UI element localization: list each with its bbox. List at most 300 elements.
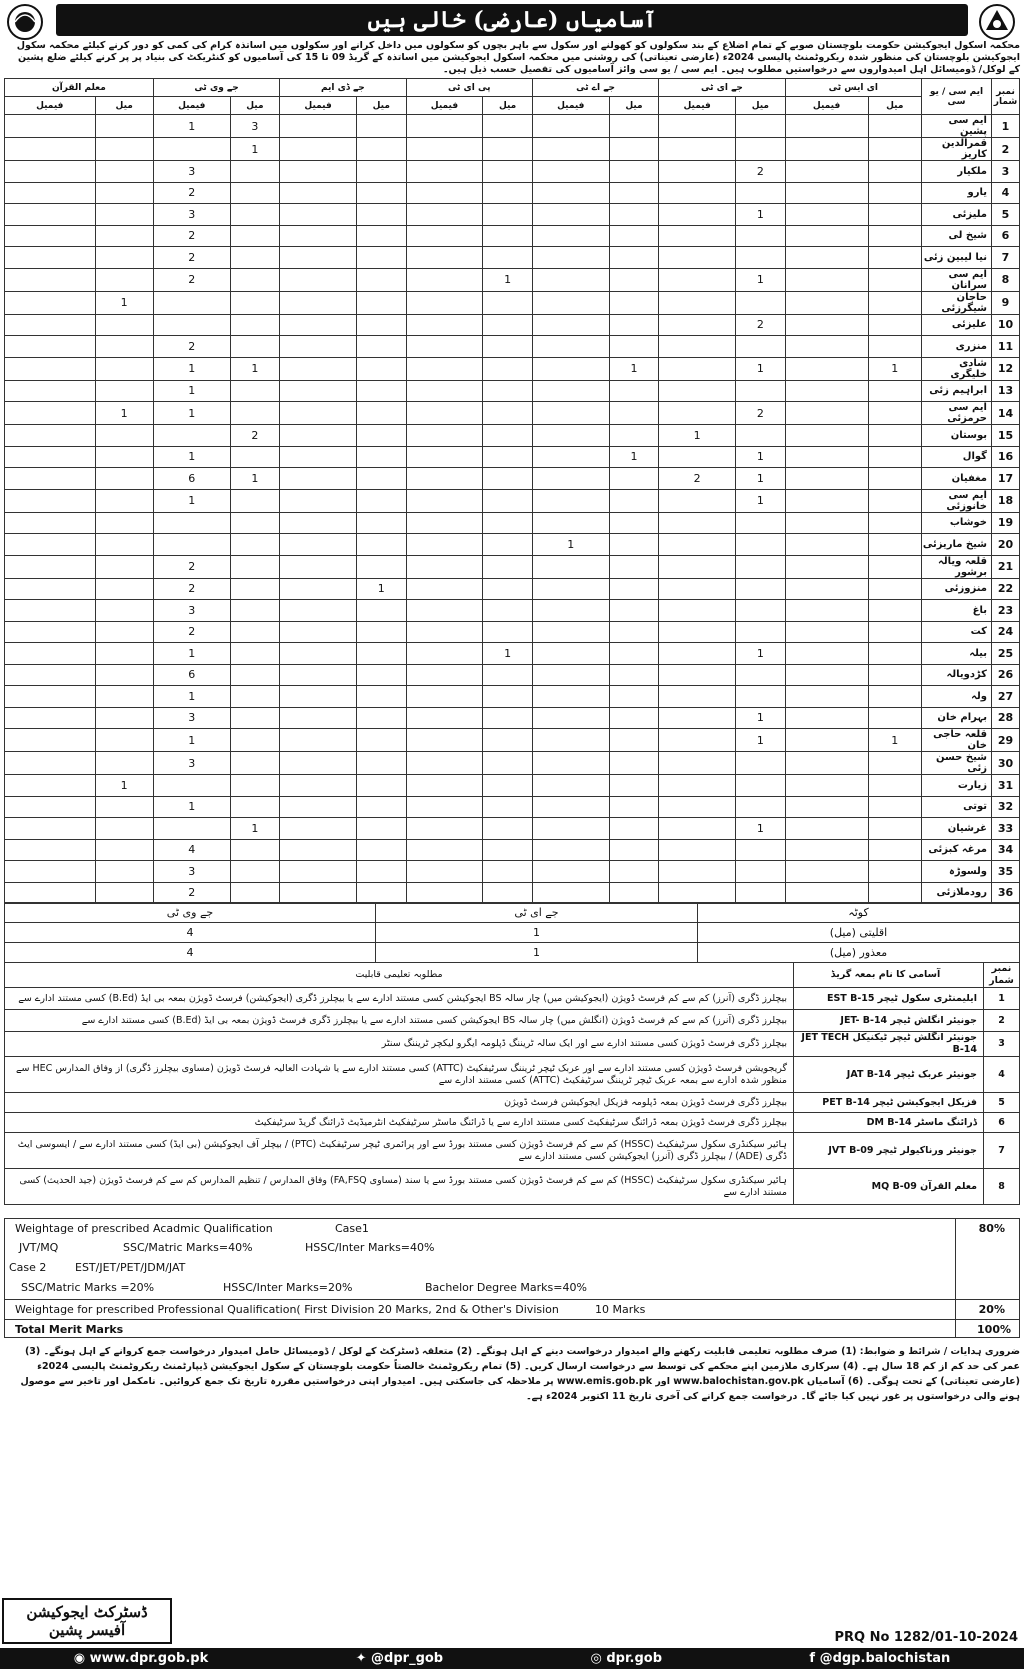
qual-row	[5, 988, 1020, 1010]
vacancy-count: 3	[153, 752, 230, 775]
vacancy-count	[483, 775, 533, 797]
vacancy-count	[406, 446, 483, 468]
uc-name: مرغہ کبزئی	[922, 839, 992, 861]
vacancy-count	[609, 600, 659, 622]
vacancy-count	[736, 336, 786, 358]
vacancy-count	[5, 489, 96, 512]
vacancy-count	[230, 182, 280, 204]
vacancy-count	[280, 643, 357, 665]
vacancy-count	[609, 861, 659, 883]
table-row	[5, 291, 1020, 314]
table-row	[5, 314, 1020, 336]
row-number: 12	[992, 357, 1020, 380]
vacancy-count: 6	[153, 664, 230, 686]
vacancy-count	[659, 182, 736, 204]
vacancy-count	[5, 534, 96, 556]
vacancy-count	[609, 314, 659, 336]
vacancy-count	[785, 796, 868, 818]
qual-number: 8	[984, 1169, 1020, 1205]
qual-col-no: نمبر شمار	[984, 963, 1020, 988]
vacancy-count	[230, 664, 280, 686]
vacancy-count	[5, 402, 96, 425]
vacancy-count	[356, 882, 406, 904]
vacancy-count	[406, 664, 483, 686]
vacancy-count	[153, 818, 230, 840]
vacancy-count	[609, 555, 659, 578]
vacancy-count: 1	[153, 115, 230, 138]
vacancy-count	[356, 643, 406, 665]
vacancy-count	[5, 621, 96, 643]
vacancy-count	[609, 621, 659, 643]
weightage-box	[4, 1218, 1020, 1338]
vacancy-count	[659, 512, 736, 534]
vacancy-count	[5, 336, 96, 358]
vacancy-count	[532, 446, 609, 468]
vacancy-count	[95, 600, 153, 622]
vacancy-count	[356, 268, 406, 291]
vacancy-count	[5, 204, 96, 226]
vacancy-count	[356, 182, 406, 204]
vacancy-count	[356, 336, 406, 358]
vacancy-count	[609, 489, 659, 512]
vacancy-count	[95, 534, 153, 556]
uc-name: علیزئی	[922, 314, 992, 336]
row-number: 16	[992, 446, 1020, 468]
vacancy-count	[483, 138, 533, 161]
intro-text: محکمہ اسکول ایجوکیشن حکومت بلوچستان صوبے کے تمام اضلاع کے بند سکولوں کو کھولنے اور سکول سے باہر بچوں کو سکولوں میں داخل کرانے اور سکولوں میں اساتذہ کرام کی کمی کو دور کرنے کیلئے محکمہ سکول ایجوکیشن بلوچستان کی منظور شدہ ریکروٹمنٹ پالیسی 2024ء (عارضی تعیناتی) کی روشنی میں محکمہ اسکول ایجوکیشن میں اساتذہ کے گریڈ 09 تا 15 کی آسامیوں کو کنٹریکٹ کی بنیاد پر پر کرنے کیلئے ضلع پشین کے لوکل/ ڈومیسائل اہل امیدواروں سے درخواستیں مطلوب ہیں۔ ایم سی / یو سی وائز آسامیوں کی تفصیل حسب ذیل ہیں۔	[16, 40, 1020, 75]
footer-twitter-text: @dpr_gob	[371, 1651, 444, 1666]
vacancy-count	[280, 402, 357, 425]
vacancy-count	[5, 446, 96, 468]
qual-post: جونیئر انگلش ٹیچر JET- B-14	[794, 1010, 984, 1032]
vacancy-count: 1	[609, 357, 659, 380]
vacancy-count	[95, 882, 153, 904]
vacancy-count	[868, 882, 921, 904]
vacancy-count	[785, 729, 868, 752]
vacancy-count: 1	[230, 138, 280, 161]
uc-name: منزری	[922, 336, 992, 358]
vacancy-count	[868, 425, 921, 447]
vacancy-count: 2	[153, 247, 230, 269]
uc-name: ولسوڑہ	[922, 861, 992, 883]
vacancy-count	[868, 686, 921, 708]
vacancy-count	[406, 621, 483, 643]
vacancy-count: 1	[153, 402, 230, 425]
qual-requirement: بیچلرز ڈگری فرسٹ ڈویژن بمعہ ڈپلومہ فزیکل ایجوکیشن فرسٹ ڈویژن	[5, 1093, 794, 1113]
vacancy-count	[785, 247, 868, 269]
col-mq: معلم القرآن	[5, 79, 154, 97]
vacancy-count	[659, 336, 736, 358]
vacancy-count	[532, 729, 609, 752]
vacancy-count	[532, 686, 609, 708]
vacancy-count	[659, 138, 736, 161]
vacancy-count	[356, 729, 406, 752]
vacancy-count	[230, 707, 280, 729]
vacancy-count	[659, 357, 736, 380]
table-row	[5, 115, 1020, 138]
vacancy-count	[483, 182, 533, 204]
vacancy-count	[406, 182, 483, 204]
vacancy-count: 1	[95, 402, 153, 425]
vacancy-count	[280, 268, 357, 291]
qual-header-row	[5, 963, 1020, 988]
col-female: میل	[95, 97, 153, 115]
vacancy-count	[356, 600, 406, 622]
vacancy-count	[95, 839, 153, 861]
vacancy-count	[659, 600, 736, 622]
qual-post: فزیکل ایجوکیشن ٹیچر PET B-14	[794, 1093, 984, 1113]
vacancy-count	[230, 489, 280, 512]
vacancy-count	[153, 534, 230, 556]
vacancy-count	[280, 839, 357, 861]
row-number: 10	[992, 314, 1020, 336]
qual-number: 5	[984, 1093, 1020, 1113]
vacancy-count	[230, 291, 280, 314]
vacancy-count	[532, 796, 609, 818]
vacancy-count	[356, 621, 406, 643]
vacancy-count	[230, 729, 280, 752]
uc-name: حاجان شیگرزئی	[922, 291, 992, 314]
govt-emblem-icon	[974, 2, 1020, 42]
quota-col-jet: جے ای ٹی	[376, 903, 698, 923]
vacancy-count	[95, 182, 153, 204]
vacancy-count	[785, 138, 868, 161]
qual-post: ایلیمنٹری سکول ٹیچر EST B-15	[794, 988, 984, 1010]
weightage-posts: EST/JET/PET/JDM/JAT	[75, 1261, 186, 1274]
vacancy-count	[95, 489, 153, 512]
vacancy-count	[868, 861, 921, 883]
table-row	[5, 446, 1020, 468]
vacancy-count	[532, 555, 609, 578]
vacancy-count	[532, 247, 609, 269]
vacancy-count: 2	[736, 314, 786, 336]
vacancy-count	[736, 796, 786, 818]
vacancy-count	[785, 839, 868, 861]
vacancy-count: 3	[153, 861, 230, 883]
vacancy-count	[356, 380, 406, 402]
vacancy-count	[95, 664, 153, 686]
vacancy-count	[95, 861, 153, 883]
vacancy-count	[230, 512, 280, 534]
table-row	[5, 861, 1020, 883]
vacancy-count	[868, 512, 921, 534]
vacancy-count	[95, 161, 153, 183]
qual-col-post: آسامی کا نام بمعہ گریڈ	[794, 963, 984, 988]
vacancy-count	[736, 534, 786, 556]
vacancy-count: 1	[736, 268, 786, 291]
col-female: میل	[356, 97, 406, 115]
quota-label: اقلیتی (میل)	[698, 923, 1020, 943]
footer-twitter[interactable]	[356, 1651, 444, 1666]
quota-row	[5, 943, 1020, 963]
row-number: 5	[992, 204, 1020, 226]
qual-row	[5, 1093, 1020, 1113]
qual-requirement: بیچلرز ڈگری فرسٹ ڈویژن بمعہ ڈرائنگ سرٹیفکیٹ کسی مستند ادارے سے یا ڈرائنگ ماسٹر سرٹیفکیٹ انٹرمیڈیٹ ڈرائنگ گریڈ سرٹیفکیٹ	[5, 1113, 794, 1133]
globe-icon: ◉	[73, 1651, 90, 1666]
vacancy-count	[609, 291, 659, 314]
vacancy-count	[280, 752, 357, 775]
vacancy-count: 2	[230, 425, 280, 447]
vacancy-count	[659, 775, 736, 797]
vacancy-count: 2	[736, 161, 786, 183]
vacancy-count	[406, 291, 483, 314]
vacancy-count: 1	[736, 357, 786, 380]
weightage-hssc-20: HSSC/Inter Marks=20%	[223, 1281, 353, 1294]
uc-name: منزوزئی	[922, 578, 992, 600]
vacancy-count	[659, 402, 736, 425]
vacancy-count	[659, 729, 736, 752]
vacancy-count	[609, 818, 659, 840]
row-number: 30	[992, 752, 1020, 775]
vacancy-count	[406, 861, 483, 883]
vacancy-count: 3	[153, 600, 230, 622]
vacancy-count: 2	[153, 182, 230, 204]
vacancy-count	[868, 664, 921, 686]
uc-name: یارو	[922, 182, 992, 204]
vacancy-count	[230, 204, 280, 226]
uc-name: ملیزئی	[922, 204, 992, 226]
vacancy-count	[532, 752, 609, 775]
vacancy-count	[406, 204, 483, 226]
vacancy-count	[356, 291, 406, 314]
vacancy-count	[406, 336, 483, 358]
vacancy-count	[406, 402, 483, 425]
vacancy-count	[868, 578, 921, 600]
vacancy-count	[356, 138, 406, 161]
col-female: میل	[868, 97, 921, 115]
vacancy-count	[5, 468, 96, 490]
vacancy-count	[406, 138, 483, 161]
vacancy-count	[280, 555, 357, 578]
vacancy-count	[230, 161, 280, 183]
vacancy-count	[532, 512, 609, 534]
footer-web[interactable]	[74, 1651, 209, 1666]
vacancy-count	[659, 707, 736, 729]
vacancy-count	[406, 489, 483, 512]
vacancy-count	[280, 468, 357, 490]
vacancy-count	[785, 818, 868, 840]
vacancy-count	[785, 752, 868, 775]
vacancy-count	[483, 314, 533, 336]
vacancy-count	[532, 204, 609, 226]
footer-instagram[interactable]	[591, 1651, 663, 1666]
vacancy-count	[868, 336, 921, 358]
vacancy-count	[5, 161, 96, 183]
col-male: فیمیل	[532, 97, 609, 115]
vacancy-count	[153, 425, 230, 447]
vacancy-count	[280, 247, 357, 269]
vacancy-count	[785, 268, 868, 291]
uc-name: شادی خلیگری	[922, 357, 992, 380]
table-row	[5, 818, 1020, 840]
vacancy-count	[659, 555, 736, 578]
vacancy-count	[785, 468, 868, 490]
vacancy-count	[659, 818, 736, 840]
vacancy-count	[5, 268, 96, 291]
vacancy-count	[95, 204, 153, 226]
vacancy-count: 1	[153, 380, 230, 402]
vacancy-count	[785, 115, 868, 138]
vacancy-count: 1	[736, 818, 786, 840]
uc-name: مغفیان	[922, 468, 992, 490]
vacancy-count	[230, 247, 280, 269]
vacancy-count	[659, 686, 736, 708]
vacancy-count: 2	[659, 468, 736, 490]
row-number: 23	[992, 600, 1020, 622]
vacancy-count	[868, 796, 921, 818]
vacancy-count	[153, 291, 230, 314]
vacancy-count	[659, 839, 736, 861]
vacancy-count	[659, 534, 736, 556]
qual-number: 1	[984, 988, 1020, 1010]
row-number: 29	[992, 729, 1020, 752]
vacancy-count	[280, 425, 357, 447]
row-number: 32	[992, 796, 1020, 818]
vacancy-count	[785, 314, 868, 336]
vacancy-count	[736, 686, 786, 708]
vacancy-count	[95, 247, 153, 269]
vacancy-count	[785, 882, 868, 904]
footer-facebook[interactable]	[809, 1651, 950, 1666]
vacancy-count	[868, 446, 921, 468]
col-jet: جے ای ٹی	[659, 79, 785, 97]
vacancy-count	[659, 861, 736, 883]
vacancy-count	[785, 578, 868, 600]
vacancy-count	[483, 468, 533, 490]
quota-header-row	[5, 903, 1020, 923]
vacancy-count	[609, 882, 659, 904]
vacancy-count	[5, 115, 96, 138]
vacancy-count	[532, 115, 609, 138]
vacancy-count	[736, 600, 786, 622]
vacancy-count	[659, 643, 736, 665]
vacancy-count	[406, 468, 483, 490]
vacancy-count	[356, 115, 406, 138]
vacancy-count: 1	[153, 446, 230, 468]
vacancy-count	[785, 621, 868, 643]
vacancy-count	[659, 161, 736, 183]
vacancy-table	[4, 78, 1020, 904]
header-row	[5, 79, 1020, 97]
col-jvt: جے وی ٹی	[153, 79, 279, 97]
vacancy-count	[483, 402, 533, 425]
vacancy-count	[532, 707, 609, 729]
uc-name: توتی	[922, 796, 992, 818]
vacancy-count	[5, 839, 96, 861]
vacancy-count	[483, 882, 533, 904]
vacancy-count	[785, 446, 868, 468]
col-female: میل	[736, 97, 786, 115]
weightage-bachelor-40: Bachelor Degree Marks=40%	[425, 1281, 587, 1294]
vacancy-count	[5, 225, 96, 247]
vacancy-count	[532, 425, 609, 447]
vacancy-count	[356, 796, 406, 818]
vacancy-count	[609, 336, 659, 358]
vacancy-count	[659, 268, 736, 291]
uc-name: کڑدویالہ	[922, 664, 992, 686]
vacancy-count	[356, 752, 406, 775]
qual-post: معلم القرآن MQ B-09	[794, 1169, 984, 1205]
vacancy-count	[868, 225, 921, 247]
vacancy-count	[532, 882, 609, 904]
vacancy-count	[406, 578, 483, 600]
vacancy-count: 2	[153, 621, 230, 643]
vacancy-count	[5, 775, 96, 797]
vacancy-count	[785, 664, 868, 686]
vacancy-count	[659, 796, 736, 818]
table-row	[5, 555, 1020, 578]
vacancy-count	[230, 314, 280, 336]
col-no: نمبر شمار	[992, 79, 1020, 115]
vacancy-count	[356, 468, 406, 490]
vacancy-count	[5, 380, 96, 402]
vacancy-count	[609, 468, 659, 490]
vacancy-count	[659, 291, 736, 314]
signature-block	[2, 1598, 172, 1644]
vacancy-count	[532, 314, 609, 336]
col-male: فیمیل	[5, 97, 96, 115]
vacancy-count	[609, 380, 659, 402]
vacancy-count	[609, 425, 659, 447]
vacancy-count	[356, 555, 406, 578]
qual-post: ڈرائنگ ماسٹر DM B-14	[794, 1113, 984, 1133]
vacancy-count	[95, 446, 153, 468]
vacancy-count	[659, 225, 736, 247]
table-row	[5, 729, 1020, 752]
vacancy-count	[356, 839, 406, 861]
vacancy-count	[406, 161, 483, 183]
vacancy-count	[868, 268, 921, 291]
vacancy-count: 1	[736, 643, 786, 665]
vacancy-count	[280, 489, 357, 512]
row-number: 35	[992, 861, 1020, 883]
row-number: 24	[992, 621, 1020, 643]
row-number: 25	[992, 643, 1020, 665]
vacancy-count	[356, 775, 406, 797]
vacancy-count	[532, 268, 609, 291]
vacancy-count	[785, 707, 868, 729]
vacancy-count	[5, 686, 96, 708]
vacancy-count	[532, 818, 609, 840]
vacancy-count	[280, 578, 357, 600]
govt-emblem-icon	[2, 2, 48, 42]
vacancy-count	[356, 314, 406, 336]
vacancy-count	[609, 796, 659, 818]
vacancy-count	[95, 752, 153, 775]
uc-name: کت	[922, 621, 992, 643]
row-number: 34	[992, 839, 1020, 861]
vacancy-count	[736, 775, 786, 797]
vacancy-count	[785, 555, 868, 578]
vacancy-count	[483, 686, 533, 708]
vacancy-count	[5, 796, 96, 818]
uc-name: قمرالدین کاریز	[922, 138, 992, 161]
vacancy-count	[609, 686, 659, 708]
vacancy-count	[153, 314, 230, 336]
vacancy-count	[609, 182, 659, 204]
vacancy-count: 1	[736, 204, 786, 226]
row-number: 3	[992, 161, 1020, 183]
vacancy-count	[659, 115, 736, 138]
vacancy-count	[406, 247, 483, 269]
vacancy-count	[532, 643, 609, 665]
uc-name: ولہ	[922, 686, 992, 708]
facebook-icon: f	[809, 1651, 820, 1666]
vacancy-count	[280, 818, 357, 840]
table-row	[5, 138, 1020, 161]
vacancy-count	[736, 555, 786, 578]
row-number: 4	[992, 182, 1020, 204]
